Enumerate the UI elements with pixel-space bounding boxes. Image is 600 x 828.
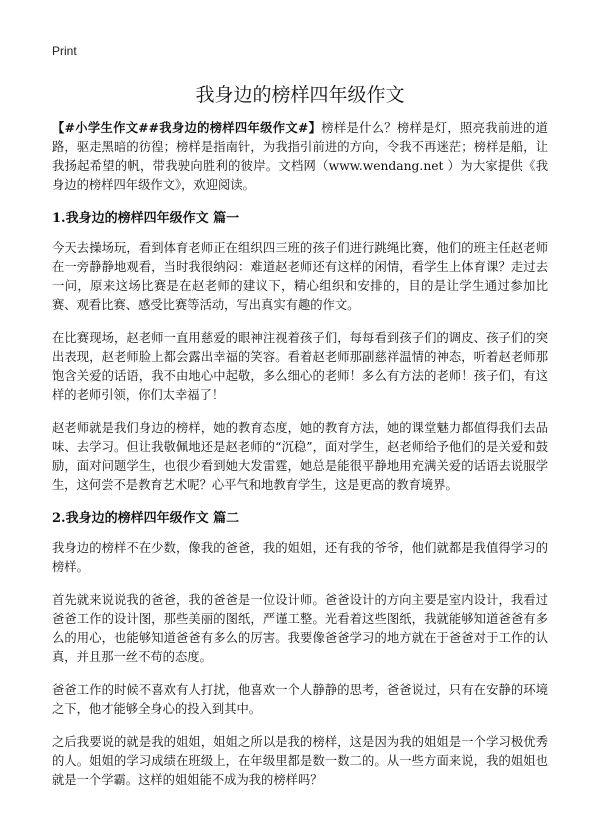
section-heading-2: 2.我身边的榜样四年级作文 篇二 <box>52 511 240 526</box>
article-body <box>52 118 548 804</box>
paragraph: 今天去操场玩，看到体育老师正在组织四三班的孩子们进行跳绳比赛，他们的班主任赵老师在一旁静静地观看，当时我很纳闷：难道赵老师还有这样的闲情，看学生上体育课？走过去一问，原来这场比赛是在赵老师的建议下，精心组织和安排的，目的是让学生通过参加比赛、观看比赛、感受比赛等活动，写出真实有趣的作文。 <box>52 241 548 312</box>
paragraph: 我身边的榜样不在少数，像我的爸爸，我的姐姐，还有我的爷爷，他们就都是我值得学习的榜样。 <box>52 541 548 574</box>
paragraph: 首先就来说说我的爸爸，我的爸爸是一位设计师。爸爸设计的方向主要是室内设计，我看过爸爸工作的设计图，那些美丽的图纸，严谨工整。光看着这些图纸，我就能够知道爸爸有多么的用心，也能够知道爸爸有多么的厉害。我要像爸爸学习的地方就在于爸爸对于工作的认真，并且那一丝不苟的态度。 <box>52 593 548 664</box>
document-title: 我身边的榜样四年级作文 <box>195 84 405 106</box>
paragraph: 之后我要说的就是我的姐姐，姐姐之所以是我的榜样，这是因为我的姐姐是一个学习极优秀的人。姐姐的学习成绩在班级上，在年级里都是数一数二的。从一些方面来说，我的姐姐也就是一个学霸。这样的姐姐能不成为我的榜样吗？ <box>52 735 548 787</box>
intro-tags: 【#小学生作文##我身边的榜样四年级作文#】 <box>52 120 322 135</box>
paragraph: 爸爸工作的时候不喜欢有人打扰，他喜欢一个人静静的思考，爸爸说过，只有在安静的环境之下，他才能够全身心的投入到其中。 <box>52 683 548 716</box>
intro-paragraph <box>52 118 548 195</box>
print-link[interactable]: Print <box>52 44 77 58</box>
paragraph: 在比赛现场，赵老师一直用慈爱的眼神注视着孩子们，每每看到孩子们的调皮、孩子们的突出表现，赵老师脸上都会露出幸福的笑容。看着赵老师那副慈祥温情的神态，听着赵老师那饱含关爱的话语，我不由地心中起敬，多么细心的老师！多么有方法的老师！孩子们，有这样的老师引领，你们太幸福了！ <box>52 331 548 402</box>
intro-text: 榜样是什么？榜样是灯，照亮我前进的道路，驱走黑暗的彷徨；榜样是指南针，为我指引前进的方向，令我不再迷茫；榜样是船，让我扬起希望的帆，带我驶向胜利的彼岸。文档网（www.wendang.net ）为大家提供《我身边的榜样四年级作文》，欢迎阅读。 <box>52 121 548 192</box>
paragraph: 赵老师就是我们身边的榜样，她的教育态度，她的教育方法，她的课堂魅力都值得我们去品味、去学习。但让我敬佩地还是赵老师的“沉稳”，面对学生，赵老师给予他们的是关爱和鼓励，面对问题学生，也很少看到她大发雷霆，她总是能很平静地用充满关爱的话语去说服学生，这何尝不是教育艺术呢？心平气和地教育学生，这是更高的教育境界。 <box>52 421 548 492</box>
section-heading-1: 1.我身边的榜样四年级作文 篇一 <box>52 211 240 226</box>
